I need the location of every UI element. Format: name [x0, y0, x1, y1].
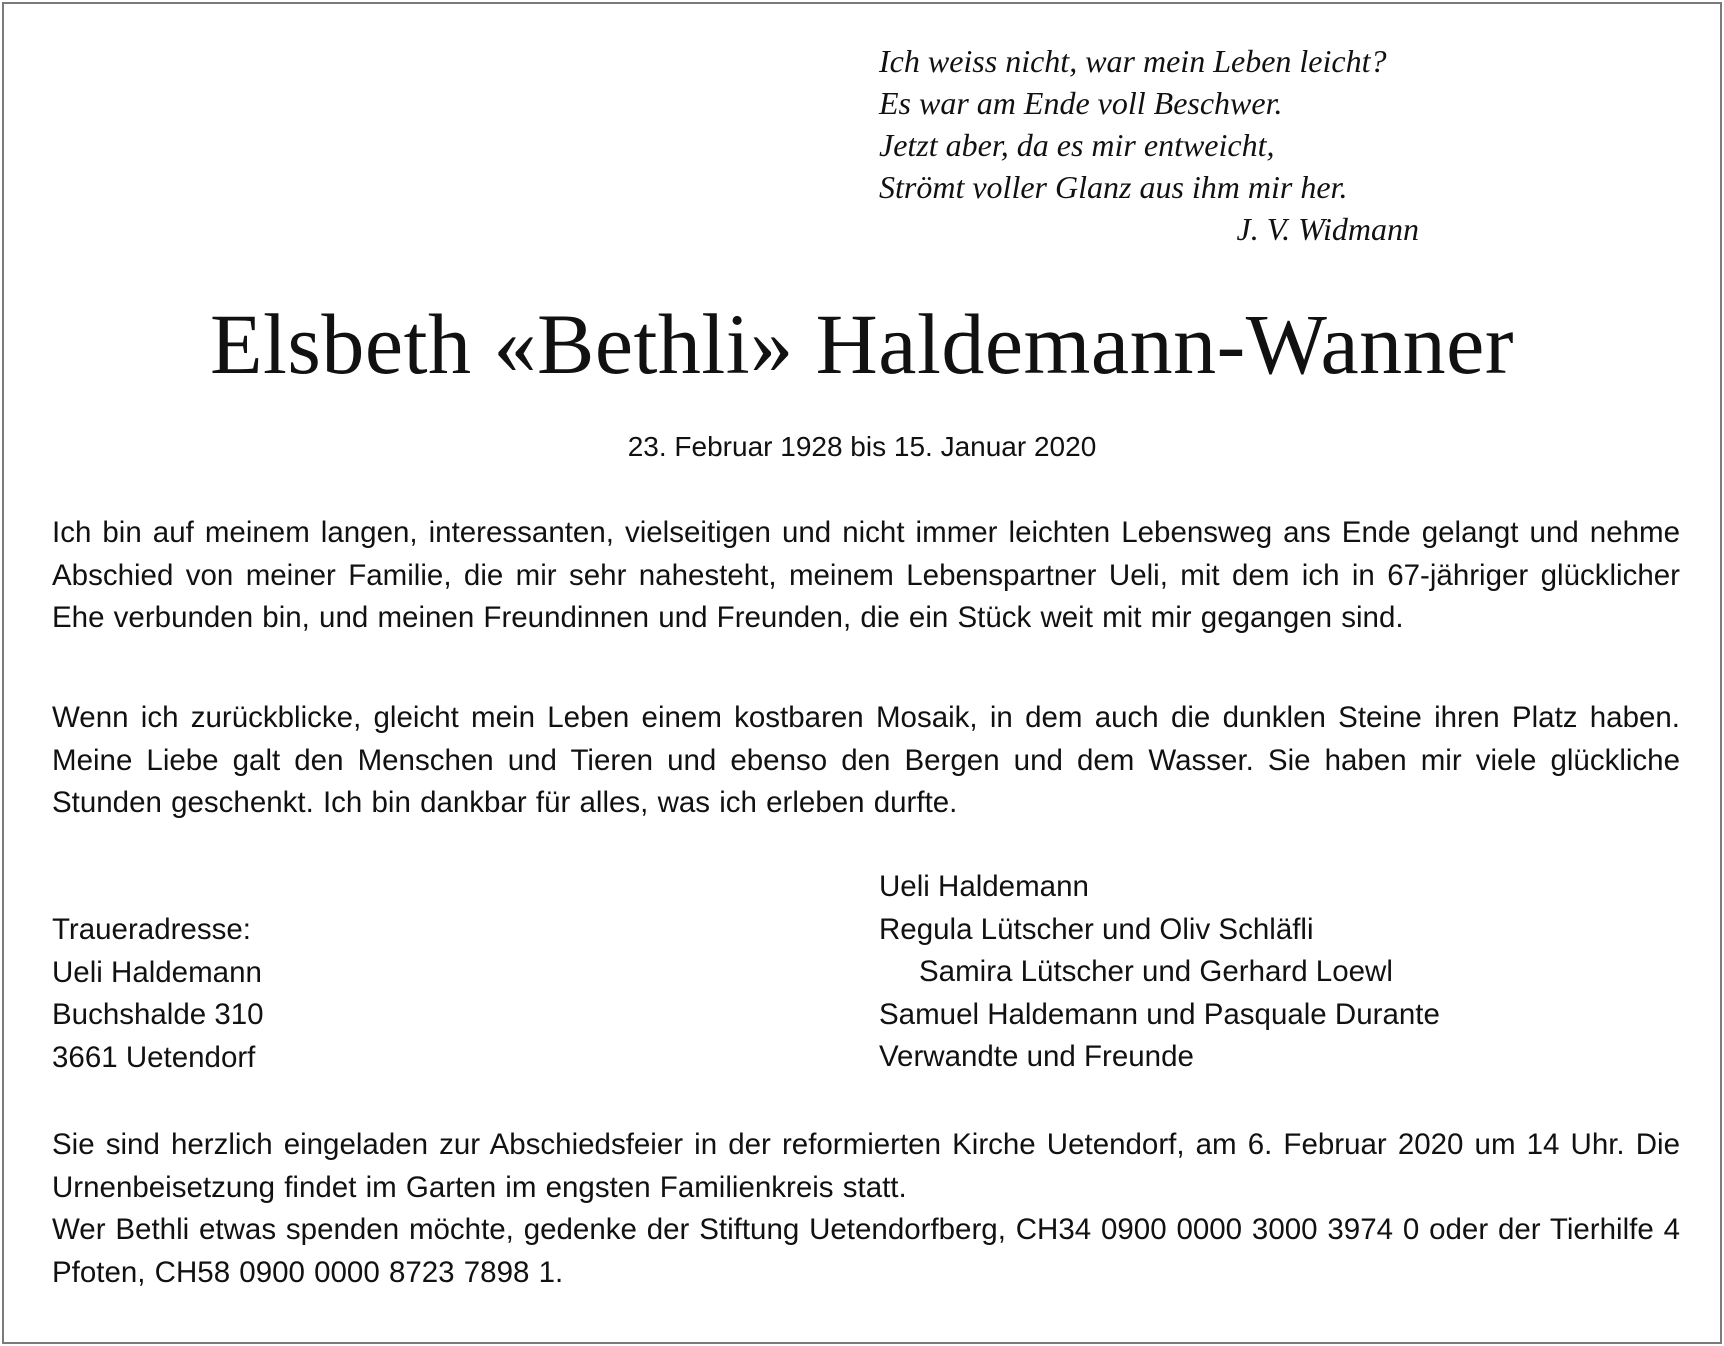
mourner-entry: Samira Lütscher und Gerhard Loewl — [919, 955, 1393, 988]
poem-line: Strömt voller Glanz aus ihm mir her. — [879, 169, 1348, 205]
ceremony-invitation: Sie sind herzlich eingeladen zur Abschiedsfeier in der reformierten Kirche Uetendorf, am 6. Februar 2020 um 14 Uhr. Die Urnenbeisetzung findet im Garten im engsten Familienkreis statt. — [52, 1128, 1680, 1204]
poem-line: Es war am Ende voll Beschwer. — [879, 85, 1283, 121]
mourner-entry: Ueli Haldemann — [879, 870, 1089, 903]
address-city: 3661 Uetendorf — [52, 1040, 256, 1074]
address-street: Buchshalde 310 — [52, 998, 264, 1031]
poem-quote — [879, 40, 1419, 250]
mourning-address — [52, 909, 264, 1079]
poem-line: Ich weiss nicht, war mein Leben leicht? — [879, 43, 1387, 79]
mourner-entry: Verwandte und Freunde — [879, 1040, 1194, 1073]
address-name: Ueli Haldemann — [52, 955, 262, 989]
donation-note: Wer Bethli etwas spenden möchte, gedenke der Stiftung Uetendorfberg, CH34 0900 0000 3000 3974 0 oder der Tierhilfe 4 Pfoten, CH58 0900 0000 8723 7898 1. — [52, 1213, 1680, 1289]
life-dates: 23. Februar 1928 bis 15. Januar 2020 — [627, 431, 1097, 462]
reflection-paragraph: Wenn ich zurückblicke, gleicht mein Leben einem kostbaren Mosaik, in dem auch die dunklen Steine ihren Platz haben. Meine Liebe galt den Menschen und Tieren und ebenso den Bergen und dem Wasser. Sie haben mir viele glückliche Stunden geschenkt. Ich bin dankbar für alles, was ich erleben durfte. — [52, 701, 1680, 819]
deceased-name: Elsbeth «Bethli» Haldemann-Wanner — [210, 296, 1514, 392]
address-label: Traueradresse: — [52, 913, 251, 946]
poem-author: J. V. Widmann — [1236, 211, 1419, 247]
obituary-notice — [2, 2, 1722, 1344]
mourners-list — [879, 866, 1440, 1079]
mourner-entry: Samuel Haldemann und Pasquale Durante — [879, 997, 1440, 1031]
mourner-entry: Regula Lütscher und Oliv Schläfli — [879, 912, 1314, 946]
farewell-paragraph: Ich bin auf meinem langen, interessanten, vielseitigen und nicht immer leichten Lebensweg ans Ende gelangt und nehme Abschied von meiner Familie, die mir sehr nahesteht, meinem Lebenspartner Ueli, mit dem ich in 67-jähriger glücklicher Ehe verbunden bin, und meinen Freundinnen und Freunden, die ein Stück weit mit mir gegangen sind. — [52, 516, 1680, 634]
poem-line: Jetzt aber, da es mir entweicht, — [879, 127, 1275, 163]
